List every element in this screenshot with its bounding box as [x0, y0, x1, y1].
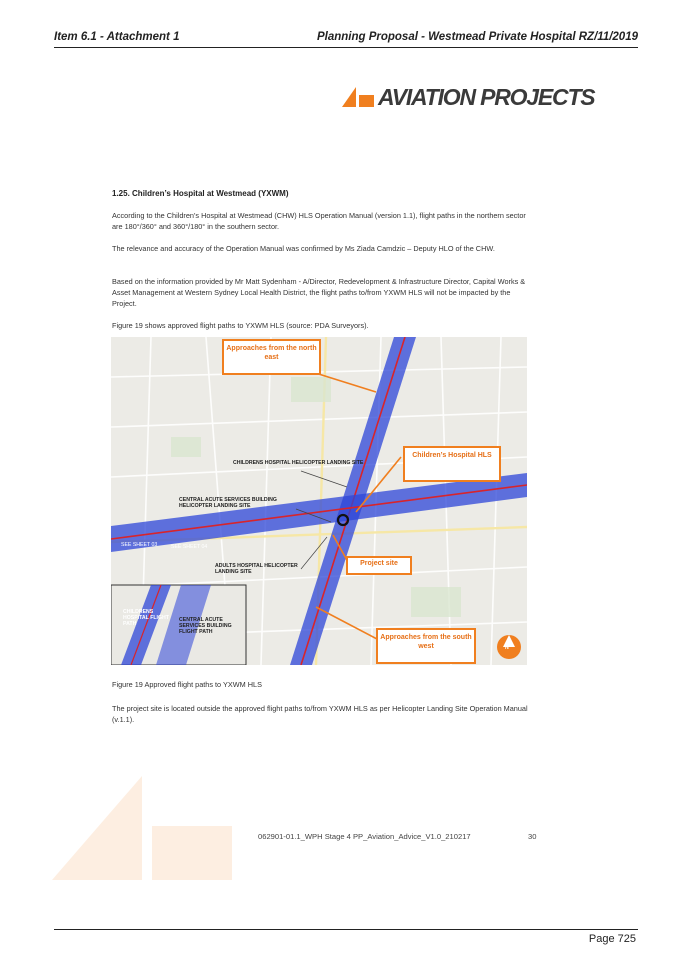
page-header [54, 31, 638, 48]
see-sheet-03-label: SEE SHEET 03 [121, 542, 158, 548]
document-footer [258, 832, 537, 841]
conclusion-paragraph: The project site is located outside the approved flight paths to/from YXWM HLS as per Helicopter Landing Site Operation Manual (v.1.1). [112, 704, 528, 724]
logo-text: AVIATION PROJECTS [378, 84, 595, 110]
callout-childrens-hospital: Children’s Hospital HLS [403, 446, 501, 482]
central-acute-label: CENTRAL ACUTE SERVICES BUILDING HELICOPTER LANDING SITE [179, 497, 277, 510]
inset-central-label: CENTRAL ACUTE SERVICES BUILDING FLIGHT PATH [179, 617, 232, 636]
paragraph-1: According to the Children’s Hospital at Westmead (CHW) HLS Operation Manual (version 1.1), flight paths in the northern sector are 180°/360° and 360°/180° in the southern sector. [112, 211, 526, 231]
section-title: Children’s Hospital at Westmead (YXWM) [132, 189, 289, 198]
flight-path-map [111, 337, 527, 665]
logo-mark-icon [342, 87, 374, 107]
header-document-title: Planning Proposal - Westmead Private Hospital RZ/11/2019 [316, 31, 638, 43]
callout-south-west: Approaches from the south west [376, 628, 476, 664]
section-number: 1.25. [112, 189, 130, 198]
childrens-hls-label: CHILDRENS HOSPITAL HELICOPTER LANDING SITE [233, 460, 364, 466]
section-heading [112, 189, 289, 198]
header-item-label: Item 6.1 - Attachment 1 [54, 31, 180, 43]
callout-north-east: Approaches from the north east [222, 339, 321, 375]
watermark-logo-icon [52, 776, 232, 880]
inset-childrens-label: CHILDRENS HOSPITAL FLIGHT PATH [123, 609, 169, 628]
page-label: Page 725 [588, 933, 636, 945]
map-graphic [111, 337, 527, 665]
bottom-divider [54, 929, 638, 930]
adults-hls-label: ADULTS HOSPITAL HELICOPTER LANDING SITE [215, 563, 298, 576]
callout-project-site: Project site [346, 556, 412, 575]
footer-doc-ref: 062901-01.1_WPH Stage 4 PP_Aviation_Advice_V1.0_210217 [258, 832, 471, 841]
figure-caption: Figure 19 Approved flight paths to YXWM HLS [112, 680, 262, 689]
paragraph-3: Based on the information provided by Mr Matt Sydenham - A/Director, Redevelopment & Infrastructure Director, Capital Works & Asset Management at Western Sydney Local Health District, the flight paths to/from YXWM HLS will not be impacted by the Project. [112, 277, 526, 308]
north-arrow-icon: N [505, 645, 509, 651]
paragraph-2: The relevance and accuracy of the Operation Manual was confirmed by Ms Ziada Camdzic – Deputy HLO of the CHW. [112, 244, 495, 253]
footer-page-number: 30 [528, 832, 537, 841]
paragraph-4: Figure 19 shows approved flight paths to YXWM HLS (source: PDA Surveyors). [112, 321, 369, 330]
see-sheet-04-label: SEE SHEET 04 [171, 544, 208, 550]
